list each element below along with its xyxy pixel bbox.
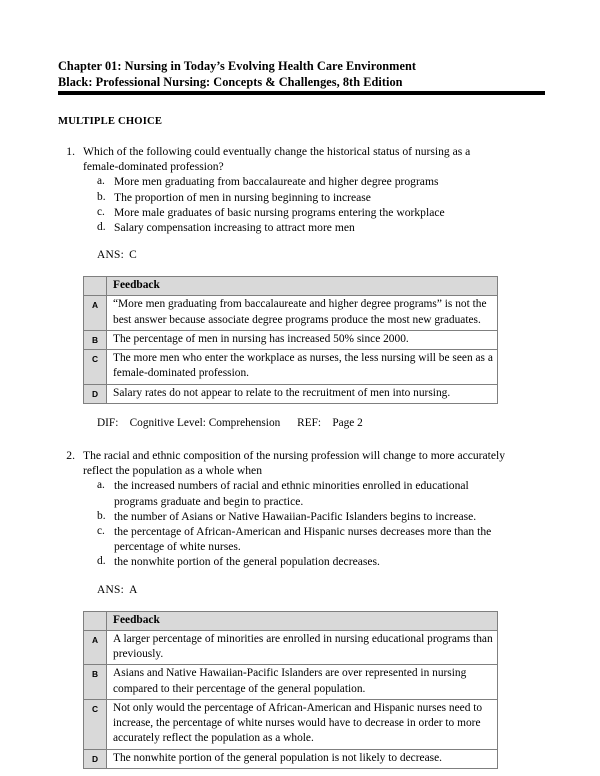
option-letter: c. — [97, 205, 105, 218]
option-item-d[interactable] — [58, 220, 545, 235]
option-letter: b. — [97, 190, 106, 203]
answer-label: ANS: — [97, 583, 125, 596]
feedback-header-blank-cell — [84, 277, 107, 296]
answer-label: ANS: — [97, 249, 125, 262]
answer-line — [58, 248, 545, 263]
feedback-row-letter: B — [84, 330, 107, 349]
feedback-header-label: Feedback — [107, 277, 498, 296]
feedback-header-blank-cell — [84, 611, 107, 630]
feedback-header-row — [84, 611, 498, 630]
feedback-row-letter: A — [84, 630, 107, 665]
table-row — [84, 749, 498, 768]
feedback-table — [83, 611, 498, 769]
feedback-row-text: A larger percentage of minorities are enrolled in nursing educational programs than previously. — [107, 630, 498, 665]
option-letter: d. — [97, 221, 106, 234]
header-book-line: Black: Professional Nursing: Concepts & Challenges, 8th Edition — [58, 75, 403, 89]
question-stem: Which of the following could eventually change the historical status of nursing as a female-dominated profession? — [83, 145, 471, 174]
table-row — [84, 384, 498, 403]
feedback-row-letter: D — [84, 749, 107, 768]
answer-value: C — [129, 249, 137, 262]
option-item-b[interactable] — [58, 509, 545, 524]
option-text: More male graduates of basic nursing programs entering the workplace — [114, 205, 445, 219]
feedback-row-letter: B — [84, 665, 107, 700]
section-title: MULTIPLE CHOICE — [58, 116, 163, 127]
table-row — [84, 350, 498, 385]
option-text: the increased numbers of racial and ethnic minorities enrolled in educational programs graduate and begin to practice. — [114, 479, 469, 508]
feedback-row-text: Not only would the percentage of African-American and Hispanic nurses need to increase, the percentage of white nurses would have to decrease in order to more accurately reflect the population as a whole. — [107, 699, 498, 749]
option-letter: d. — [97, 555, 106, 568]
feedback-row-letter: C — [84, 699, 107, 749]
option-item-d[interactable] — [58, 554, 545, 569]
option-letter: c. — [97, 525, 105, 538]
answer-value: A — [129, 583, 138, 596]
option-list — [58, 174, 545, 235]
option-list — [58, 478, 545, 569]
option-letter: b. — [97, 509, 106, 522]
question-metadata-line: DIF: Cognitive Level: Comprehension REF: Page 2 — [97, 417, 363, 429]
question-stem-row — [58, 144, 545, 174]
question-block — [58, 448, 545, 769]
table-row — [84, 665, 498, 700]
question-block — [58, 144, 545, 431]
table-row — [84, 330, 498, 349]
feedback-row-letter: C — [84, 350, 107, 385]
table-row — [84, 699, 498, 749]
question-stem: The racial and ethnic composition of the nursing profession will change to more accurately reflect the population as a whole when — [83, 449, 506, 478]
feedback-row-letter: D — [84, 384, 107, 403]
question-number: 1. — [66, 145, 75, 158]
option-text: the nonwhite portion of the general population decreases. — [114, 555, 380, 569]
feedback-row-text: The more men who enter the workplace as nurses, the less nursing will be seen as a female-dominated profession. — [107, 350, 498, 385]
option-text: The proportion of men in nursing beginning to increase — [114, 190, 371, 204]
option-text: the percentage of African-American and Hispanic nurses decreases more than the percentage of white nurses. — [114, 525, 492, 554]
option-letter: a. — [97, 479, 105, 492]
question-number: 2. — [66, 449, 75, 462]
feedback-row-text: The nonwhite portion of the general population is not likely to decrease. — [107, 749, 498, 768]
option-item-c[interactable] — [58, 205, 545, 220]
option-text: Salary compensation increasing to attract more men — [114, 221, 355, 235]
option-item-c[interactable] — [58, 524, 545, 554]
table-row — [84, 630, 498, 665]
feedback-header-label: Feedback — [107, 611, 498, 630]
option-item-b[interactable] — [58, 190, 545, 205]
question-stem-row — [58, 448, 545, 478]
header-divider-rule — [58, 91, 545, 95]
feedback-row-text: Asians and Native Hawaiian-Pacific Islanders are over represented in nursing compared to their percentage of the general population. — [107, 665, 498, 700]
answer-line — [58, 583, 545, 598]
option-letter: a. — [97, 175, 105, 188]
feedback-row-text: “More men graduating from baccalaureate and higher degree programs” is not the best answer because associate degree programs produce the most new graduates. — [107, 296, 498, 331]
document-header — [58, 58, 545, 90]
feedback-row-text: The percentage of men in nursing has increased 50% since 2000. — [107, 330, 498, 349]
option-text: More men graduating from baccalaureate and higher degree programs — [114, 175, 439, 189]
feedback-table — [83, 276, 498, 404]
feedback-row-text: Salary rates do not appear to relate to the recruitment of men into nursing. — [107, 384, 498, 403]
option-item-a[interactable] — [58, 478, 545, 508]
option-item-a[interactable] — [58, 174, 545, 189]
feedback-header-row — [84, 277, 498, 296]
table-row — [84, 296, 498, 331]
header-chapter-line: Chapter 01: Nursing in Today’s Evolving Health Care Environment — [58, 59, 416, 73]
option-text: the number of Asians or Native Hawaiian-Pacific Islanders begins to increase. — [114, 509, 477, 523]
feedback-row-letter: A — [84, 296, 107, 331]
